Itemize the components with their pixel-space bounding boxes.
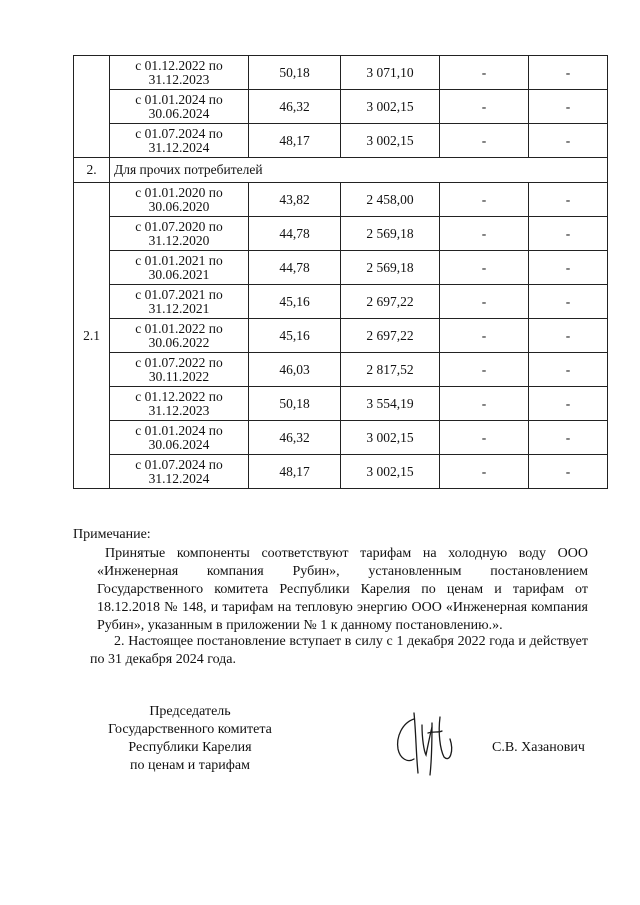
period-cell: с 01.07.2020 по 31.12.2020 xyxy=(110,217,249,251)
table-row xyxy=(74,387,608,421)
dash-cell: - xyxy=(529,183,608,217)
section-row xyxy=(74,158,608,183)
period-cell: с 01.01.2021 по 30.06.2021 xyxy=(110,251,249,285)
dash-cell: - xyxy=(529,124,608,158)
period-cell: с 01.07.2024 по 31.12.2024 xyxy=(110,124,249,158)
signatory-title-line: по ценам и тарифам xyxy=(130,758,250,773)
table-row xyxy=(74,353,608,387)
dash-cell: - xyxy=(440,251,529,285)
dash-cell: - xyxy=(529,319,608,353)
table-row xyxy=(74,90,608,124)
value-cell: 2 458,00 xyxy=(341,183,440,217)
value-cell: 44,78 xyxy=(249,217,341,251)
table-row xyxy=(74,183,608,217)
signatory-title xyxy=(92,703,288,775)
dash-cell: - xyxy=(440,319,529,353)
signatory-name: С.В. Хазанович xyxy=(492,740,585,755)
period-cell: с 01.01.2024 по 30.06.2024 xyxy=(110,421,249,455)
subsection-number-cell: 2.1 xyxy=(74,183,110,489)
value-cell: 44,78 xyxy=(249,251,341,285)
signatory-title-line: Республики Карелия xyxy=(128,740,252,755)
value-cell: 2 817,52 xyxy=(341,353,440,387)
signatory-title-line: Председатель xyxy=(149,704,231,719)
value-cell: 3 002,15 xyxy=(341,455,440,489)
value-cell: 3 002,15 xyxy=(341,90,440,124)
dash-cell: - xyxy=(440,455,529,489)
period-cell: с 01.01.2024 по 30.06.2024 xyxy=(110,90,249,124)
handwritten-signature xyxy=(388,703,464,781)
period-cell: с 01.12.2022 по 31.12.2023 xyxy=(110,387,249,421)
value-cell: 2 697,22 xyxy=(341,319,440,353)
dash-cell: - xyxy=(529,90,608,124)
value-cell: 2 697,22 xyxy=(341,285,440,319)
table-row xyxy=(74,285,608,319)
dash-cell: - xyxy=(529,56,608,90)
period-cell: с 01.07.2022 по 30.11.2022 xyxy=(110,353,249,387)
table-row xyxy=(74,251,608,285)
dash-cell: - xyxy=(440,387,529,421)
dash-cell: - xyxy=(440,217,529,251)
dash-cell: - xyxy=(440,124,529,158)
dash-cell: - xyxy=(529,251,608,285)
value-cell: 43,82 xyxy=(249,183,341,217)
value-cell: 2 569,18 xyxy=(341,217,440,251)
value-cell: 45,16 xyxy=(249,285,341,319)
value-cell: 46,32 xyxy=(249,421,341,455)
value-cell: 3 002,15 xyxy=(341,421,440,455)
value-cell: 46,03 xyxy=(249,353,341,387)
section-title-cell: Для прочих потребителей xyxy=(110,158,608,183)
tariff-table-body xyxy=(74,56,608,489)
note-label: Примечание: xyxy=(73,527,151,542)
dash-cell: - xyxy=(529,285,608,319)
period-cell: с 01.07.2021 по 31.12.2021 xyxy=(110,285,249,319)
table-row xyxy=(74,124,608,158)
value-cell: 50,18 xyxy=(249,387,341,421)
period-cell: с 01.01.2022 по 30.06.2022 xyxy=(110,319,249,353)
value-cell: 48,17 xyxy=(249,124,341,158)
section-number-cell: 2. xyxy=(74,158,110,183)
note-paragraph-1: Принятые компоненты соответствуют тарифам на холодную воду ООО «Инженерная компания Рубин», установленным постановлением Государственного комитета Республики Карелия по ценам и тарифам от 18.12.2018 № 148, и тарифам на тепловую энергию ООО «Инженерная компания Рубин», указанным в приложении № 1 к данному постановлению.». xyxy=(97,546,588,633)
dash-cell: - xyxy=(529,353,608,387)
dash-cell: - xyxy=(440,183,529,217)
period-cell: с 01.07.2024 по 31.12.2024 xyxy=(110,455,249,489)
period-cell: с 01.12.2022 по 31.12.2023 xyxy=(110,56,249,90)
table-row xyxy=(74,455,608,489)
value-cell: 3 071,10 xyxy=(341,56,440,90)
dash-cell: - xyxy=(529,387,608,421)
dash-cell: - xyxy=(440,56,529,90)
value-cell: 3 002,15 xyxy=(341,124,440,158)
value-cell: 3 554,19 xyxy=(341,387,440,421)
value-cell: 48,17 xyxy=(249,455,341,489)
dash-cell: - xyxy=(529,421,608,455)
dash-cell: - xyxy=(440,90,529,124)
value-cell: 2 569,18 xyxy=(341,251,440,285)
dash-cell: - xyxy=(440,421,529,455)
dash-cell: - xyxy=(529,217,608,251)
note-paragraph-2: 2. Настоящее постановление вступает в силу с 1 декабря 2022 года и действует по 31 декабря 2024 года. xyxy=(90,634,588,667)
table-row xyxy=(74,217,608,251)
dash-cell: - xyxy=(440,285,529,319)
value-cell: 46,32 xyxy=(249,90,341,124)
dash-cell: - xyxy=(440,353,529,387)
table-row xyxy=(74,319,608,353)
table-row xyxy=(74,421,608,455)
value-cell: 45,16 xyxy=(249,319,341,353)
tariff-table xyxy=(73,55,608,489)
row-number-cell xyxy=(74,56,110,158)
signatory-title-line: Государственного комитета xyxy=(108,722,272,737)
value-cell: 50,18 xyxy=(249,56,341,90)
table-row xyxy=(74,56,608,90)
dash-cell: - xyxy=(529,455,608,489)
period-cell: с 01.01.2020 по 30.06.2020 xyxy=(110,183,249,217)
